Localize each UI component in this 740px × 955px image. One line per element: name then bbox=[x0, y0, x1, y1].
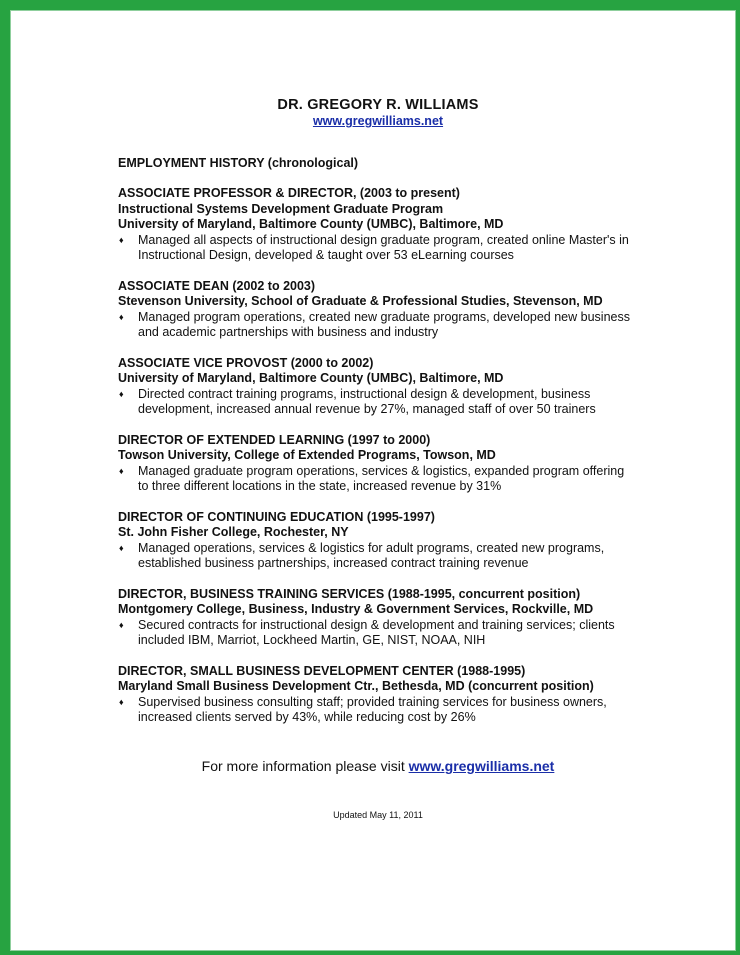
job-organization: University of Maryland, Baltimore County (UMBC), Baltimore, MD bbox=[118, 217, 504, 231]
job-list bbox=[118, 186, 638, 726]
job-title: ASSOCIATE PROFESSOR & DIRECTOR, (2003 to present) bbox=[118, 186, 460, 200]
website-header bbox=[118, 114, 638, 129]
job-description: Managed graduate program operations, services & logistics, expanded program offering to three different locations in the state, increased revenue by 31% bbox=[138, 463, 625, 493]
job-organization: Montgomery College, Business, Industry & Government Services, Rockville, MD bbox=[118, 602, 594, 616]
diamond-bullet-icon: ♦ bbox=[119, 696, 124, 707]
job-bullet bbox=[118, 464, 638, 495]
job-entry bbox=[118, 279, 638, 341]
footer-website-link[interactable]: www.gregwilliams.net bbox=[408, 758, 555, 774]
job-bullet bbox=[118, 310, 638, 341]
job-bullet bbox=[118, 695, 638, 726]
job-title: DIRECTOR OF EXTENDED LEARNING (1997 to 2000) bbox=[118, 432, 431, 447]
footer-note bbox=[118, 757, 638, 775]
updated-date: Updated May 11, 2011 bbox=[333, 810, 423, 820]
job-entry bbox=[118, 587, 638, 649]
job-title: ASSOCIATE VICE PROVOST (2000 to 2002) bbox=[118, 355, 374, 370]
page-title: DR. GREGORY R. WILLIAMS bbox=[277, 97, 479, 113]
job-organization: University of Maryland, Baltimore County (UMBC), Baltimore, MD bbox=[118, 371, 504, 385]
diamond-bullet-icon: ♦ bbox=[119, 465, 124, 476]
job-entry bbox=[118, 186, 638, 264]
job-description: Supervised business consulting staff; provided training services for business owners, increased clients served by 43%, while reducing cost by 26% bbox=[138, 694, 607, 724]
job-description: Directed contract training programs, instructional design & development, business development, increased annual revenue by 27%, managed staff of over 50 trainers bbox=[138, 386, 596, 416]
job-entry bbox=[118, 664, 638, 726]
job-title: ASSOCIATE DEAN (2002 to 2003) bbox=[118, 278, 316, 293]
job-bullet bbox=[118, 618, 638, 649]
document-page bbox=[10, 10, 736, 951]
job-description: Secured contracts for instructional design & development and training services; clients included IBM, Marriot, Lockheed Martin, GE, NIST, NOAA, NIH bbox=[138, 617, 615, 647]
job-organization: Towson University, College of Extended Programs, Towson, MD bbox=[118, 448, 496, 462]
job-description: Managed all aspects of instructional design graduate program, created online Master's in Instructional Design, developed & taught over 53 eLearning courses bbox=[138, 232, 629, 262]
job-entry bbox=[118, 433, 638, 495]
job-organization: Stevenson University, School of Graduate & Professional Studies, Stevenson, MD bbox=[118, 294, 603, 308]
job-description: Managed operations, services & logistics for adult programs, created new programs, established business partnerships, increased contract training revenue bbox=[138, 540, 605, 570]
footer-prefix: For more information please visit bbox=[201, 758, 409, 774]
job-bullet bbox=[118, 233, 638, 264]
diamond-bullet-icon: ♦ bbox=[119, 311, 124, 322]
job-organization: St. John Fisher College, Rochester, NY bbox=[118, 525, 349, 539]
job-title: DIRECTOR OF CONTINUING EDUCATION (1995-1997) bbox=[118, 509, 435, 524]
resume-body bbox=[118, 96, 638, 820]
job-bullet bbox=[118, 541, 638, 572]
job-entry bbox=[118, 356, 638, 418]
diamond-bullet-icon: ♦ bbox=[119, 234, 124, 245]
website-link[interactable]: www.gregwilliams.net bbox=[312, 114, 444, 128]
job-description: Managed program operations, created new graduate programs, developed new business and academic partnerships with business and industry bbox=[138, 309, 630, 339]
job-organization: Maryland Small Business Development Ctr., Bethesda, MD (concurrent position) bbox=[118, 679, 594, 693]
job-title: DIRECTOR, SMALL BUSINESS DEVELOPMENT CENTER (1988-1995) bbox=[118, 663, 526, 678]
diamond-bullet-icon: ♦ bbox=[119, 619, 124, 630]
job-title: DIRECTOR, BUSINESS TRAINING SERVICES (1988-1995, concurrent position) bbox=[118, 586, 581, 601]
section-title: EMPLOYMENT HISTORY (chronological) bbox=[118, 156, 359, 170]
job-entry bbox=[118, 510, 638, 572]
diamond-bullet-icon: ♦ bbox=[119, 542, 124, 553]
job-organization: Instructional Systems Development Graduate Program bbox=[118, 201, 444, 216]
diamond-bullet-icon: ♦ bbox=[119, 388, 124, 399]
job-bullet bbox=[118, 387, 638, 418]
